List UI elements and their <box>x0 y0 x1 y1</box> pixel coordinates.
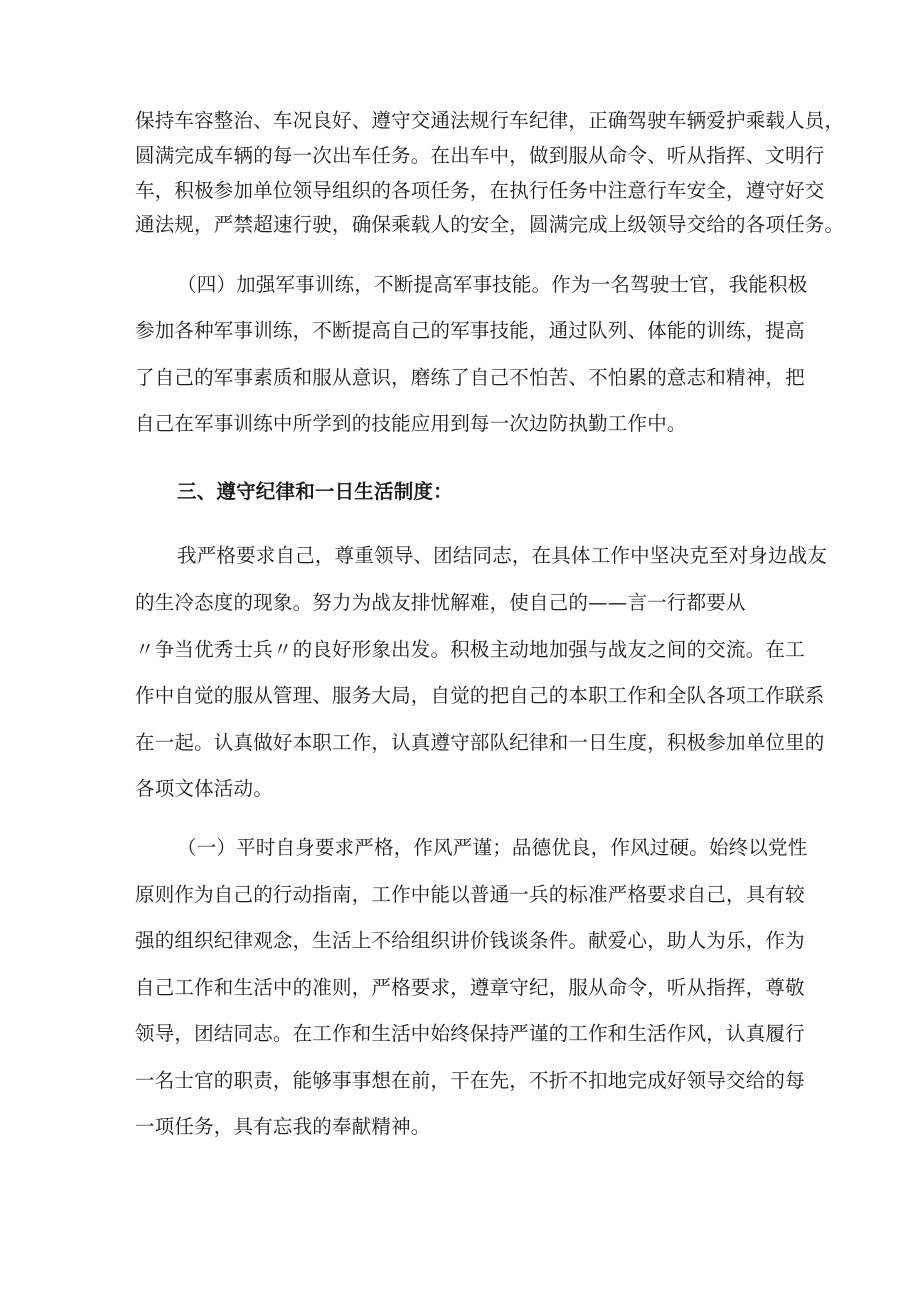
text-line: 的生冷态度的现象。努力为战友排忧解难，使自己的——言一行都要从 <box>135 591 746 614</box>
text-line: 自己工作和生活中的准则，严格要求，遵章守纪，服从命令，听从指挥，尊敬 <box>135 976 805 999</box>
text-line: 一项任务，具有忘我的奉献精神。 <box>135 1115 431 1138</box>
text-line: （四）加强军事训练，不断提高军事技能。作为一名驾驶士官，我能积极 <box>177 273 808 296</box>
text-line: 原则作为自己的行动指南，工作中能以普通一兵的标准严格要求自己，具有较 <box>135 883 805 906</box>
text-line: 了自己的军事素质和服从意识，磨练了自己不怕苦、不怕累的意志和精神，把 <box>135 366 805 389</box>
text-line: 各项文体活动。 <box>135 777 273 800</box>
text-line: 我严格要求自己，尊重领导、团结同志，在具体工作中坚决克至对身边战友 <box>177 544 828 567</box>
text-line: 作中自觉的服从管理、服务大局，自觉的把自己的本职工作和全队各项工作联系 <box>135 684 825 707</box>
text-line: （一）平时自身要求严格，作风严谨；品德优良，作风过硬。始终以党性 <box>177 836 808 859</box>
text-line: 领导，团结同志。在工作和生活中始终保持严谨的工作和生活作风，认真履行 <box>135 1022 805 1045</box>
text-line: 参加各种军事训练，不断提高自己的军事技能，通过队列、体能的训练，提高 <box>135 319 805 342</box>
text-line: 在一起。认真做好本职工作，认真遵守部队纪律和一日生度，积极参加单位里的 <box>135 731 825 754</box>
text-line: 自己在军事训练中所学到的技能应用到每一次边防执勤工作中。 <box>135 412 687 435</box>
text-line: 保持车容整治、车况良好、遵守交通法规行车纪律，正确驾驶车辆爱护乘载人员， <box>135 109 845 132</box>
text-line: 一名士官的职责，能够事事想在前，干在先，不折不扣地完成好领导交给的每 <box>135 1069 805 1092</box>
text-line: 通法规，严禁超速行驶，确保乘载人的安全，圆满完成上级领导交给的各项任务。 <box>135 213 845 236</box>
text-line: 〃争当优秀士兵〃的良好形象出发。积极主动地加强与战友之间的交流。在工 <box>135 638 805 661</box>
section-heading: 三、遵守纪律和一日生活制度： <box>177 480 453 503</box>
text-line: 强的组织纪律观念，生活上不给组织讲价钱谈条件。献爱心，助人为乐，作为 <box>135 929 805 952</box>
text-line: 圆满完成车辆的每一次出车任务。在出车中，做到服从命令、听从指挥、文明行 <box>135 144 825 167</box>
text-line: 车，积极参加单位领导组织的各项任务，在执行任务中注意行车安全，遵守好交 <box>135 179 825 202</box>
